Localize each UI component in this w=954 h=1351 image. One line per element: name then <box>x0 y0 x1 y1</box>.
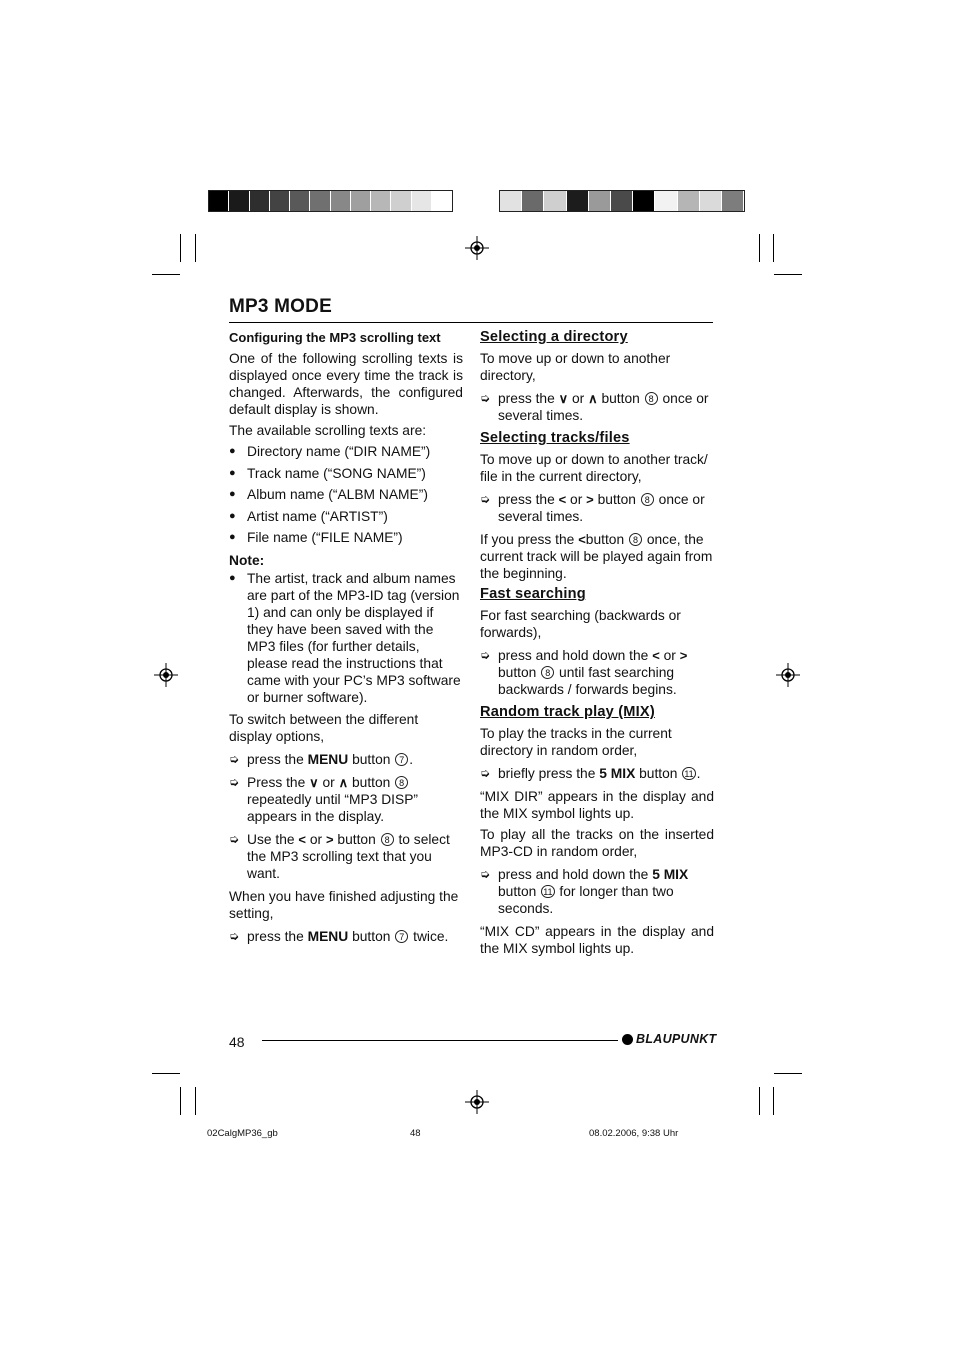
button-number-badge: 11 <box>543 887 553 897</box>
color-swatch <box>391 191 411 211</box>
mix-dir-paragraph: “MIX DIR” appears in the display and the MIX symbol lights up. <box>480 789 714 821</box>
left-icon: < <box>298 831 306 847</box>
arrow-icon: ➭ <box>229 928 240 943</box>
arrow-icon: ➭ <box>229 774 240 789</box>
crop-mark <box>195 1087 196 1115</box>
logo-text: BLAUPUNKT <box>636 1032 717 1046</box>
button-number-badge: 7 <box>395 753 408 766</box>
section-intro: For fast searching (backwards or forwards), <box>480 608 681 640</box>
section-heading: Fast searching <box>480 586 586 602</box>
mix-cd-intro: To play all the tracks on the inserted MP3-CD in random order, <box>480 827 714 859</box>
arrow-icon: ➭ <box>480 492 491 506</box>
color-swatch <box>611 191 633 211</box>
arrow-icon: ➭ <box>480 766 491 780</box>
mix-cd-paragraph: “MIX CD” appears in the display and the MIX symbol lights up. <box>480 924 714 956</box>
list-item: ● Album name (“ALBM NAME”) <box>229 486 463 503</box>
list-item: ● Track name (“SONG NAME”) <box>229 465 463 482</box>
down-icon: ∨ <box>558 391 569 406</box>
button-number-badge: 8 <box>645 392 658 405</box>
registration-mark-icon <box>154 663 178 687</box>
right-column <box>480 329 714 961</box>
color-swatch <box>633 191 655 211</box>
instruction-step: ➭ press and hold down the < or > button 8 until fast searching backwards / forwards begins. <box>480 648 688 697</box>
left-icon: < <box>558 492 567 507</box>
instruction-step: ➭ press the ∨ or ∧ button 8 once or several times. <box>480 391 709 423</box>
color-swatch <box>371 191 391 211</box>
color-bar-left <box>208 190 453 212</box>
color-swatch <box>351 191 371 211</box>
crop-mark <box>195 234 196 262</box>
color-swatch <box>310 191 330 211</box>
button-number-badge: 8 <box>381 833 394 846</box>
right-icon: > <box>586 492 594 507</box>
color-swatch <box>500 191 522 211</box>
right-icon: > <box>679 648 688 663</box>
switch-intro: To switch between the different display options, <box>229 711 419 744</box>
up-icon: ∧ <box>338 774 349 790</box>
section-subheading: Configuring the MP3 scrolling text <box>229 330 441 345</box>
title-divider <box>229 322 713 323</box>
button-number-badge: 7 <box>395 930 408 943</box>
section-intro: To move up or down to another directory, <box>480 351 671 383</box>
footer-date: 08.02.2006, 9:38 Uhr <box>589 1128 679 1139</box>
right-icon: > <box>325 831 334 847</box>
footer-divider <box>262 1040 618 1041</box>
left-icon: < <box>652 648 660 663</box>
arrow-icon: ➭ <box>229 751 240 766</box>
list-item: ● Directory name (“DIR NAME”) <box>229 443 463 460</box>
crop-mark <box>152 1073 180 1074</box>
color-swatch <box>589 191 611 211</box>
color-swatch <box>331 191 351 211</box>
registration-mark-icon <box>465 236 489 260</box>
button-number-badge: 8 <box>641 493 654 506</box>
page-number: 48 <box>229 1034 245 1050</box>
crop-mark <box>152 274 180 275</box>
color-swatch <box>250 191 270 211</box>
crop-mark <box>759 234 760 262</box>
logo-dot-icon <box>622 1034 633 1045</box>
brand-logo <box>622 1032 716 1046</box>
color-swatch <box>678 191 700 211</box>
left-column <box>229 329 463 951</box>
menu-key-label: MENU <box>307 928 349 944</box>
crop-mark <box>180 1087 181 1115</box>
crop-mark <box>773 234 774 262</box>
instruction-step: ➭ press the MENU button 7 . <box>229 751 414 767</box>
mix-key-label: 5 MIX <box>599 766 636 781</box>
color-swatch <box>209 191 229 211</box>
registration-mark-icon <box>776 663 800 687</box>
list-item: ● File name (“FILE NAME”) <box>229 529 463 546</box>
section-intro: To move up or down to another track/ file in the current directory, <box>480 452 708 484</box>
button-number-badge: 8 <box>395 776 408 789</box>
footer-filename: 02CalgMP36_gb <box>207 1128 278 1139</box>
color-swatch <box>412 191 432 211</box>
instruction-step: ➭ press the MENU button 7 twice. <box>229 928 449 944</box>
menu-key-label: MENU <box>307 751 349 767</box>
button-number-badge: 8 <box>541 666 554 679</box>
arrow-icon: ➭ <box>229 831 240 846</box>
registration-mark-icon <box>465 1090 489 1114</box>
color-swatch <box>544 191 566 211</box>
note-label: Note: <box>229 553 265 569</box>
scrolling-text-list <box>229 443 463 546</box>
crop-mark <box>180 234 181 262</box>
color-swatch <box>655 191 677 211</box>
instruction-step: ➭ briefly press the 5 MIX button 11 . <box>480 766 701 781</box>
section-heading: Selecting tracks/files <box>480 430 630 446</box>
section-heading: Random track play (MIX) <box>480 704 655 720</box>
note-text: ● The artist, track and album names are part of the MP3-ID tag (version 1) and can only be displayed if they have been saved with the MP3 files (for further details, please read the instructions that came with your PC’s MP3 software or burner software). <box>229 570 463 706</box>
arrow-icon: ➭ <box>480 648 491 662</box>
color-swatch <box>567 191 589 211</box>
finished-paragraph: When you have finished adjusting the setting, <box>229 888 459 921</box>
section-heading: Selecting a directory <box>480 329 628 345</box>
button-number-badge: 11 <box>684 769 694 779</box>
crop-mark <box>774 1073 802 1074</box>
up-icon: ∧ <box>588 391 598 406</box>
arrow-icon: ➭ <box>480 391 491 405</box>
color-swatch <box>229 191 249 211</box>
instruction-step: ➭ press the < or > button 8 once or several times. <box>480 492 705 524</box>
instruction-step: ➭ Use the < or > button 8 to select the MP3 scrolling text that you want. <box>229 831 450 881</box>
left-icon: < <box>578 532 586 547</box>
color-swatch <box>432 191 452 211</box>
crop-mark <box>773 1087 774 1115</box>
instruction-step: ➭ Press the ∨ or ∧ button 8 repeatedly until “MP3 DISP” appears in the display. <box>229 774 418 824</box>
color-swatch <box>722 191 744 211</box>
button-number-badge: 8 <box>629 533 642 546</box>
crop-mark <box>759 1087 760 1115</box>
color-swatch <box>270 191 290 211</box>
note-list <box>229 570 463 706</box>
color-swatch <box>522 191 544 211</box>
restart-paragraph: If you press the <button 8 once, the current track will be played again from the beginning. <box>480 532 713 581</box>
color-swatch <box>290 191 310 211</box>
intro-paragraph: One of the following scrolling texts is displayed once every time the track is changed. Afterwards, the configured default display is shown. <box>229 351 463 417</box>
color-bar-right <box>499 190 745 212</box>
list-item: ● Artist name (“ARTIST”) <box>229 508 463 525</box>
mix-key-label: 5 MIX <box>652 867 689 882</box>
arrow-icon: ➭ <box>480 867 491 881</box>
instruction-step: ➭ press and hold down the 5 MIX button 11 for longer than two seconds. <box>480 867 689 916</box>
section-intro: To play the tracks in the current directory in random order, <box>480 726 672 758</box>
down-icon: ∨ <box>309 774 319 790</box>
footer-page: 48 <box>410 1128 421 1139</box>
available-texts-label: The available scrolling texts are: <box>229 423 427 438</box>
color-swatch <box>700 191 722 211</box>
crop-mark <box>774 274 802 275</box>
page-title: MP3 MODE <box>229 296 332 317</box>
